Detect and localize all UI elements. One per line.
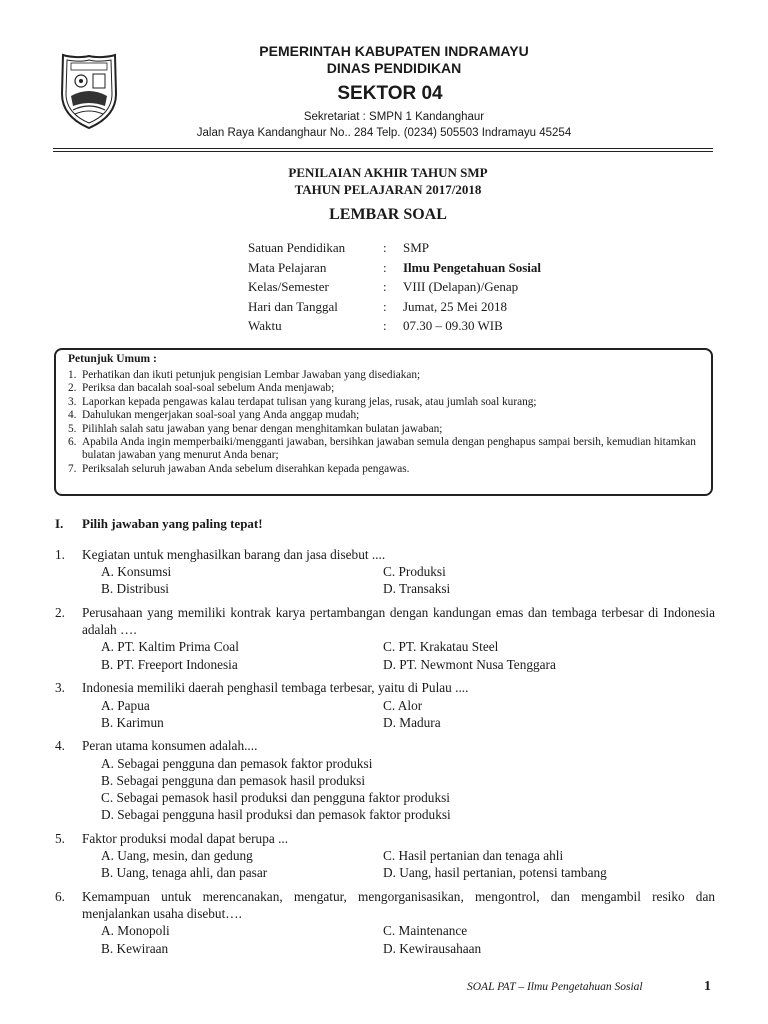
info-value: 07.30 – 09.30 WIB bbox=[403, 318, 503, 333]
option-d: D. Transaksi bbox=[383, 581, 451, 597]
info-label: Hari dan Tanggal bbox=[248, 298, 338, 314]
option-c: C. Sebagai pemasok hasil produksi dan pengguna faktor produksi bbox=[101, 790, 450, 806]
question-item bbox=[55, 546, 715, 598]
option-a: A. PT. Kaltim Prima Coal bbox=[101, 639, 239, 655]
question-item bbox=[55, 679, 715, 731]
question-text: Peran utama konsumen adalah.... bbox=[82, 738, 258, 754]
header-divider-thin bbox=[53, 151, 713, 152]
info-label: Satuan Pendidikan bbox=[248, 240, 346, 255]
page-number: 1 bbox=[704, 979, 711, 994]
question-number: 6. bbox=[55, 888, 65, 904]
info-label: Kelas/Semester bbox=[248, 279, 329, 294]
info-colon: : bbox=[383, 298, 387, 314]
instruction-text: Apabila Anda ingin memperbaiki/mengganti jawaban, bersihkan jawaban semula dengan penghapus sampai bersih, kemudian hitamkan bulatan jawaban yang menurut Anda benar; bbox=[82, 436, 696, 462]
page-footer: SOAL PAT – Ilmu Pengetahuan Sosial bbox=[467, 981, 643, 993]
instruction-item bbox=[68, 436, 704, 463]
instruction-number: 4. bbox=[68, 409, 77, 422]
government-name: PEMERINTAH KABUPATEN INDRAMAYU bbox=[259, 43, 529, 59]
answer-options bbox=[101, 697, 715, 731]
option-c: C. Maintenance bbox=[383, 923, 468, 939]
answer-options bbox=[101, 755, 715, 824]
instruction-number: 3. bbox=[68, 395, 77, 408]
info-value: Jumat, 25 Mei 2018 bbox=[403, 298, 507, 314]
question-text: Kemampuan untuk merencanakan, mengatur, mengorganisasikan, mengontrol, dan mengambil resiko dan menjalankan usaha disebut…. bbox=[82, 888, 715, 922]
question-list bbox=[55, 546, 715, 963]
question-number: 3. bbox=[55, 680, 65, 696]
answer-options bbox=[101, 638, 715, 672]
option-a: A. Papua bbox=[101, 697, 150, 713]
instruction-text: Periksa dan bacalah soal-soal sebelum Anda menjawab; bbox=[82, 382, 335, 395]
question-number: 2. bbox=[55, 605, 65, 621]
instruction-item bbox=[68, 382, 704, 395]
instructions-title: Petunjuk Umum : bbox=[68, 353, 157, 365]
answer-options bbox=[101, 847, 715, 881]
option-a: A. Sebagai pengguna dan pemasok faktor produksi bbox=[101, 755, 373, 771]
info-label: Waktu bbox=[248, 318, 282, 333]
info-label: Mata Pelajaran bbox=[248, 259, 327, 275]
option-d: D. PT. Newmont Nusa Tenggara bbox=[383, 656, 556, 672]
school-year: TAHUN PELAJARAN 2017/2018 bbox=[294, 182, 482, 197]
instruction-text: Periksalah seluruh jawaban Anda sebelum diserahkan kepada pengawas. bbox=[82, 462, 410, 475]
instruction-number: 6. bbox=[68, 436, 77, 449]
option-b: B. Kewiraan bbox=[101, 940, 169, 956]
instruction-number: 2. bbox=[68, 382, 77, 395]
instruction-text: Laporkan kepada pengawas kalau terdapat tulisan yang kurang jelas, rusak, atau jumlah soal kurang; bbox=[82, 395, 537, 408]
info-value: Ilmu Pengetahuan Sosial bbox=[403, 259, 541, 275]
question-text: Faktor produksi modal dapat berupa ... bbox=[82, 830, 289, 846]
sheet-title: LEMBAR SOAL bbox=[329, 206, 447, 223]
option-b: B. PT. Freeport Indonesia bbox=[101, 656, 238, 672]
instruction-item bbox=[68, 463, 704, 476]
address-line: Jalan Raya Kandanghaur No.. 284 Telp. (0234) 505503 Indramayu 45254 bbox=[196, 127, 572, 139]
option-b: B. Karimun bbox=[101, 714, 164, 730]
question-item bbox=[55, 888, 715, 957]
option-a: A. Konsumsi bbox=[101, 564, 172, 580]
option-d: D. Sebagai pengguna hasil produksi dan pemasok faktor produksi bbox=[101, 807, 451, 823]
instruction-text: Pilihlah salah satu jawaban yang benar dengan menghitamkan bulatan jawaban; bbox=[82, 422, 443, 435]
question-number: 5. bbox=[55, 830, 65, 846]
secretariat-line: Sekretariat : SMPN 1 Kandanghaur bbox=[303, 111, 485, 123]
instruction-text: Dahulukan mengerjakan soal-soal yang Anda anggap mudah; bbox=[82, 409, 360, 422]
option-d: D. Kewirausahaan bbox=[383, 940, 482, 956]
info-colon: : bbox=[383, 259, 387, 275]
question-number: 4. bbox=[55, 738, 65, 754]
instruction-number: 7. bbox=[68, 462, 77, 475]
question-text: Indonesia memiliki daerah penghasil tembaga terbesar, yaitu di Pulau .... bbox=[82, 680, 469, 696]
info-value: VIII (Delapan)/Genap bbox=[403, 279, 519, 294]
option-d: D. Uang, hasil pertanian, potensi tambang bbox=[383, 865, 607, 881]
option-d: D. Madura bbox=[383, 714, 441, 730]
instruction-number: 1. bbox=[68, 369, 77, 381]
question-text: Kegiatan untuk menghasilkan barang dan jasa disebut .... bbox=[82, 547, 386, 562]
instruction-item bbox=[68, 396, 704, 409]
instruction-item bbox=[68, 369, 704, 382]
option-b: B. Distribusi bbox=[101, 581, 169, 597]
sector-name: SEKTOR 04 bbox=[337, 83, 443, 104]
option-b: B. Sebagai pengguna dan pemasok hasil produksi bbox=[101, 772, 366, 788]
office-name: DINAS PENDIDIKAN bbox=[326, 60, 462, 76]
option-c: C. Hasil pertanian dan tenaga ahli bbox=[383, 848, 564, 864]
answer-options bbox=[101, 563, 715, 597]
option-a: A. Monopoli bbox=[101, 923, 170, 939]
general-instructions-box bbox=[54, 348, 713, 496]
instruction-number: 5. bbox=[68, 422, 77, 435]
exam-name: PENILAIAN AKHIR TAHUN SMP bbox=[288, 165, 488, 180]
question-item bbox=[55, 737, 715, 823]
section-number: I. bbox=[55, 516, 64, 531]
option-c: C. PT. Krakatau Steel bbox=[383, 639, 499, 655]
option-c: C. Produksi bbox=[383, 564, 446, 580]
question-item bbox=[55, 604, 715, 673]
option-a: A. Uang, mesin, dan gedung bbox=[101, 848, 253, 864]
question-number: 1. bbox=[55, 547, 65, 562]
answer-options bbox=[101, 922, 715, 956]
section-title: Pilih jawaban yang paling tepat! bbox=[82, 516, 263, 531]
info-value: SMP bbox=[403, 240, 430, 255]
header-divider bbox=[53, 148, 713, 149]
instructions-list bbox=[68, 369, 704, 476]
info-colon: : bbox=[383, 240, 387, 255]
question-item bbox=[55, 830, 715, 882]
question-text: Perusahaan yang memiliki kontrak karya pertambangan dengan kandungan emas dan tembaga terbesar di Indonesia adalah …. bbox=[82, 605, 715, 638]
instruction-item bbox=[68, 409, 704, 422]
option-b: B. Uang, tenaga ahli, dan pasar bbox=[101, 865, 268, 881]
instruction-item bbox=[68, 423, 704, 436]
instruction-text: Perhatikan dan ikuti petunjuk pengisian Lembar Jawaban yang disediakan; bbox=[82, 369, 421, 381]
info-colon: : bbox=[383, 279, 387, 294]
option-c: C. Alor bbox=[383, 697, 423, 713]
info-colon: : bbox=[383, 318, 387, 333]
